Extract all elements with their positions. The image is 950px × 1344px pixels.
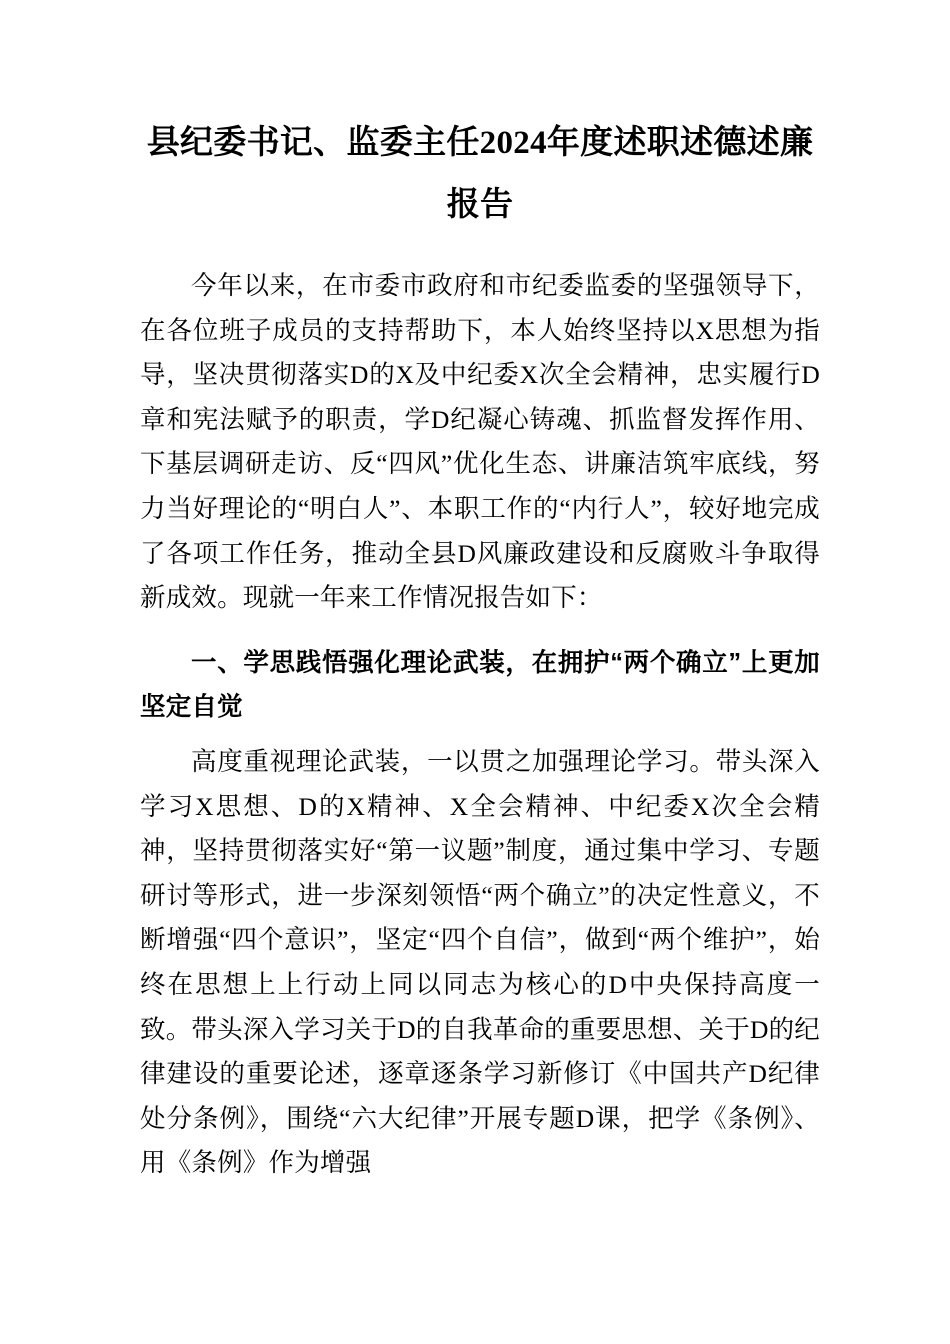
page-title: 县纪委书记、监委主任2024年度述职述德述廉报告 — [146, 125, 814, 223]
document-content-column — [140, 0, 820, 1186]
section-heading-1: 一、学思践悟强化理论武装，在拥护“两个确立”上更加坚定自觉 — [140, 648, 820, 722]
intro-paragraph: 今年以来，在市委市政府和市纪委监委的坚强领导下，在各位班子成员的支持帮助下，本人始终坚持以X思想为指导，坚决贯彻落实D的X及中纪委X次全会精神，忠实履行D章和宪法赋予的职责，学D纪凝心铸魂、抓监督发挥作用、下基层调研走访、反“四风”优化生态、讲廉洁筑牢底线，努力当好理论的“明白人”、本职工作的“内行人”，较好地完成了各项工作任务，推动全县D风廉政建设和反腐败斗争取得新成效。现就一年来工作情况报告如下： — [140, 271, 820, 613]
section-1-paragraph-1: 高度重视理论武装，一以贯之加强理论学习。带头深入学习X思想、D的X精神、X全会精神、中纪委X次全会精神，坚持贯彻落实好“第一议题”制度，通过集中学习、专题研讨等形式，进一步深刻领悟“两个确立”的决定性意义，不断增强“四个意识”，坚定“四个自信”，做到“两个维护”，始终在思想上上行动上同以同志为核心的D中央保持高度一致。带头深入学习关于D的自我革命的重要思想、关于D的纪律建设的重要论述，逐章逐条学习新修订《中国共产D纪律处分条例》，围绕“六大纪律”开展专题D课，把学《条例》、用《条例》作为增强 — [140, 746, 820, 1178]
